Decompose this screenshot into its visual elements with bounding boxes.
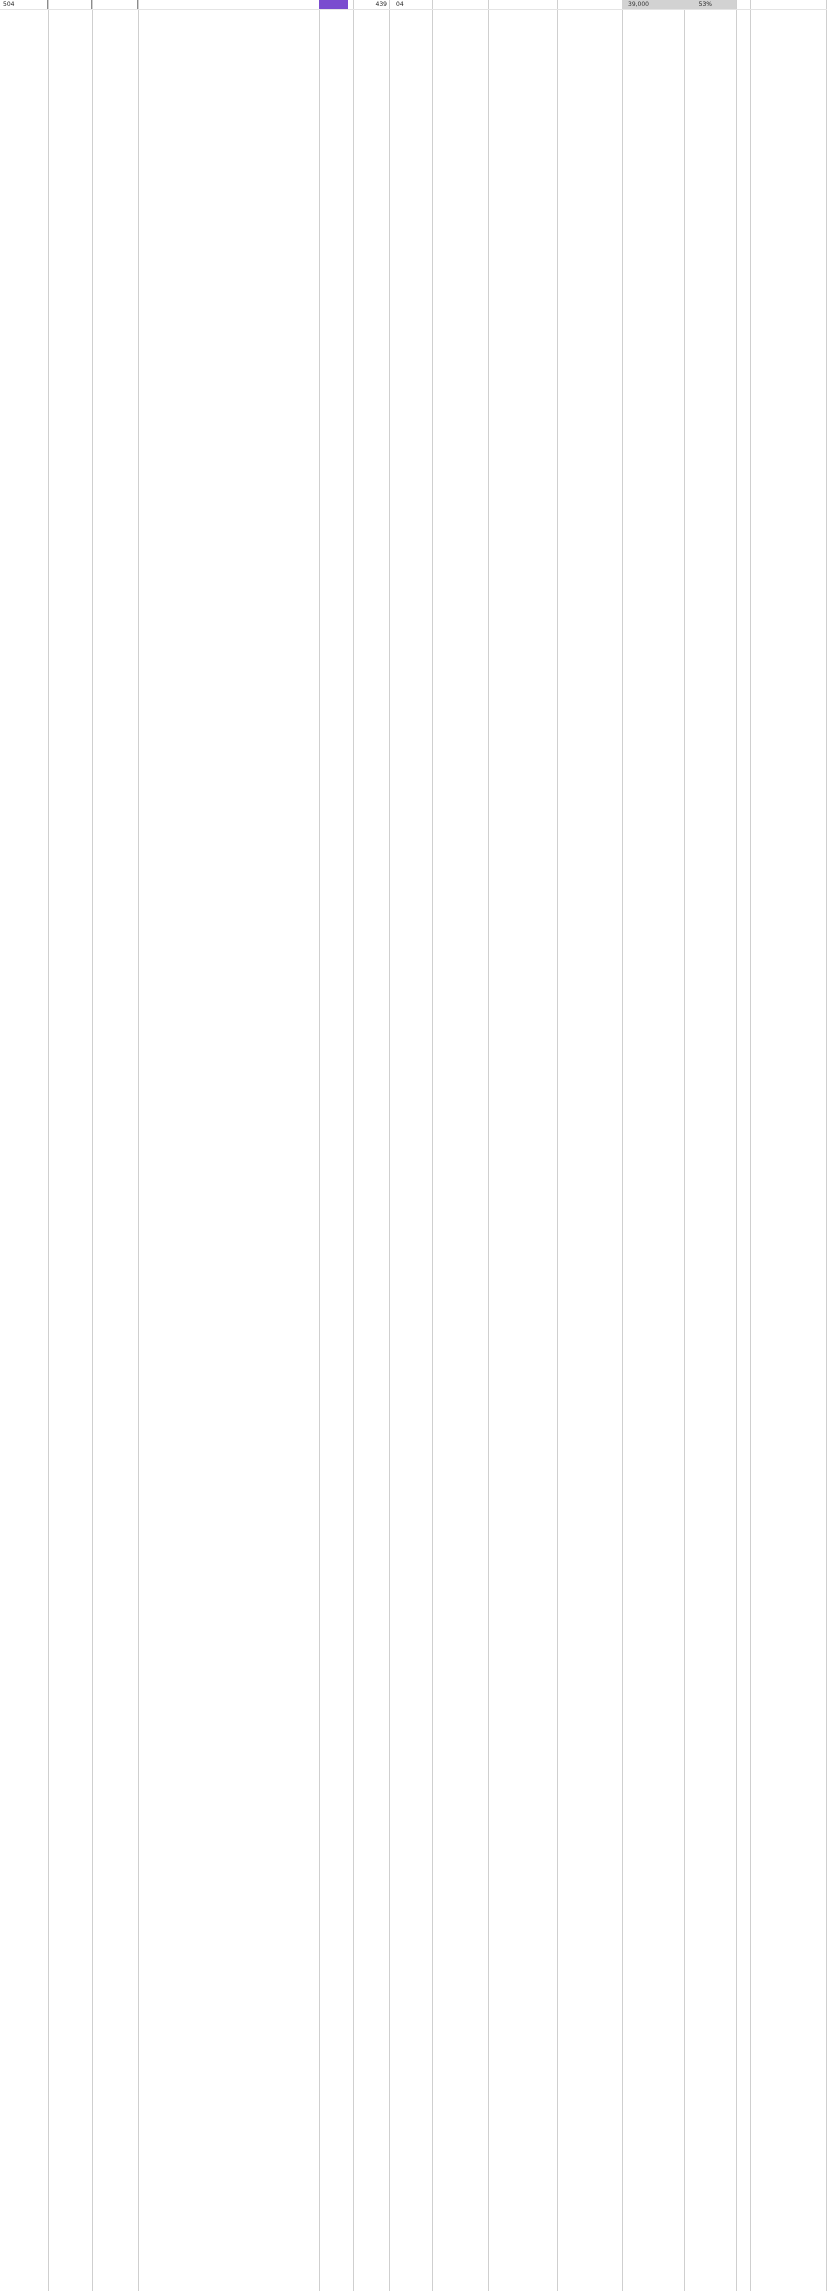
tag-badge [319,0,348,9]
col-b-cell [92,0,138,9]
row-id-cell: 504 [0,0,48,9]
item-name-cell [138,0,319,9]
grade-cell [557,0,617,9]
rating-cell [440,0,488,9]
col-a-cell [48,0,92,9]
unit-cell: 04 [396,1,404,8]
value-cell: 39,000 [622,0,684,9]
count-cell: 439 [375,1,387,8]
percent-cell: 53% [684,0,736,9]
table-row[interactable] [0,0,827,10]
